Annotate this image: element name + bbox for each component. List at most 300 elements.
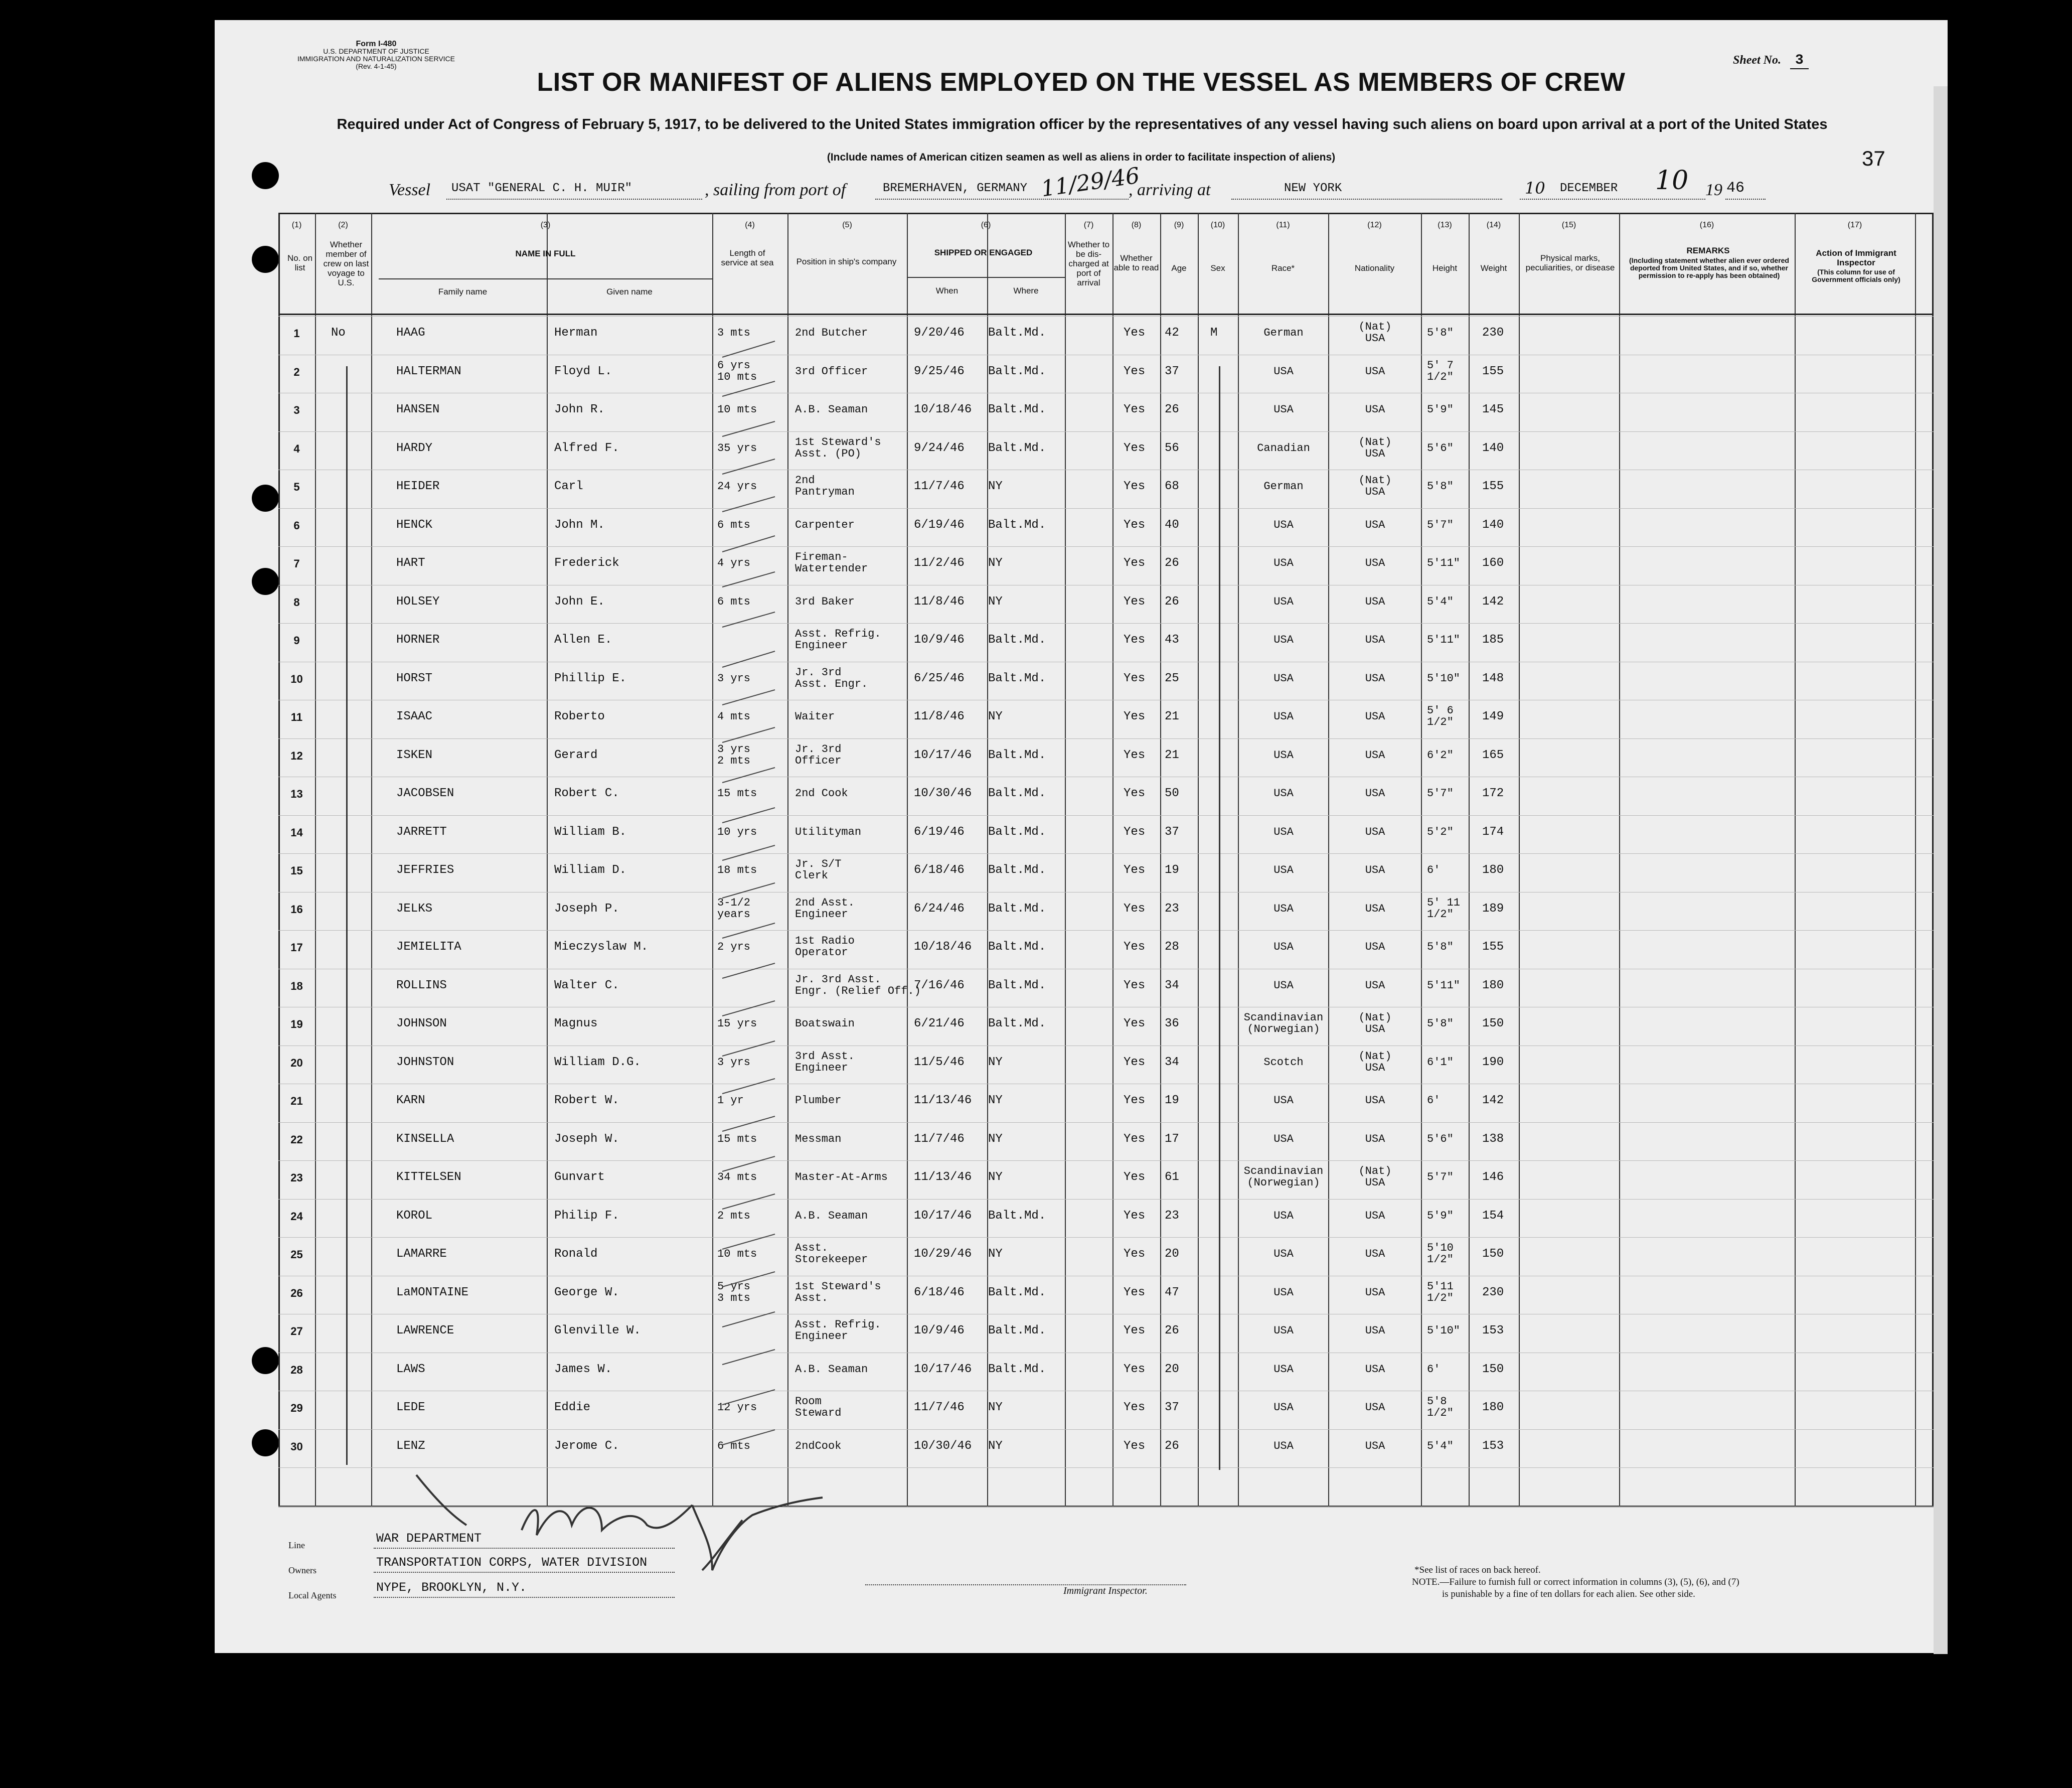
shipped-when-cell: 11/8/46 [914, 710, 965, 723]
age-cell: 37 [1165, 825, 1179, 839]
arrival-day-handwritten: 10 [1655, 166, 1689, 196]
nationality-cell: USA [1365, 1286, 1385, 1299]
race-cell: USA [1273, 710, 1294, 723]
weight-cell: 146 [1482, 1170, 1504, 1184]
shipped-when-cell: 10/17/46 [914, 1362, 972, 1376]
nationality-cell: USA [1365, 941, 1385, 953]
able-to-read-cell: Yes [1124, 671, 1146, 685]
row-number: 26 [290, 1286, 303, 1299]
row-number: 15 [290, 864, 303, 877]
position-cell: Asst. Storekeeper [795, 1242, 868, 1266]
height-cell: 6' [1427, 1363, 1441, 1376]
height-cell: 5'8" [1427, 941, 1454, 953]
arrival-day: 10 [1525, 179, 1545, 198]
position-cell: 2nd Pantryman [795, 474, 855, 498]
race-cell: USA [1273, 979, 1294, 992]
service-length-cell: 1 yr [717, 1094, 744, 1107]
row-rule [278, 1467, 1934, 1468]
shipped-where-cell: Balt.Md. [988, 633, 1046, 647]
col6b-header: Where [1013, 286, 1039, 295]
race-cell: USA [1273, 595, 1294, 608]
race-cell: USA [1273, 1132, 1294, 1145]
able-to-read-cell: Yes [1124, 1362, 1146, 1376]
position-cell: Jr. 3rd Officer [795, 742, 842, 767]
position-cell: Messman [795, 1132, 842, 1145]
service-length-cell: 35 yrs [717, 441, 757, 455]
weight-cell: 189 [1482, 902, 1504, 916]
row-number: 20 [290, 1056, 303, 1069]
race-cell: USA [1273, 941, 1294, 953]
shipped-when-cell: 6/18/46 [914, 863, 965, 877]
family-name-cell: LAWS [396, 1362, 425, 1376]
given-name-cell: Allen E. [554, 633, 612, 647]
nationality-cell: USA [1365, 749, 1385, 762]
age-cell: 26 [1165, 403, 1179, 416]
table-column-divider [1519, 213, 1520, 1507]
table-column-divider [1198, 213, 1199, 1507]
given-name-cell: John R. [554, 403, 605, 416]
nationality-cell: USA [1365, 518, 1385, 531]
given-name-cell: Ronald [554, 1247, 598, 1261]
able-to-read-cell: Yes [1124, 441, 1146, 455]
service-length-cell: 2 mts [717, 1209, 751, 1222]
height-cell: 5' 6 1/2" [1427, 704, 1454, 728]
race-cell: USA [1273, 787, 1294, 800]
line-label: Line [288, 1540, 305, 1550]
nationality-cell: USA [1365, 1132, 1385, 1145]
shipped-where-cell: Balt.Md. [988, 1285, 1046, 1299]
nationality-cell: (Nat) USA [1358, 435, 1392, 460]
height-cell: 5'6" [1427, 441, 1454, 455]
col16-subheader: (Including statement whether alien ever ordered deported from United States, and if so, whether permission to re-apply has been obtained) [1629, 256, 1789, 279]
column-number: (8) [1131, 221, 1142, 229]
height-cell: 5'11" [1427, 979, 1461, 992]
race-cell: German [1263, 327, 1304, 339]
col10-header: Sex [1210, 263, 1225, 273]
row-number: 25 [290, 1248, 303, 1261]
row-rule [278, 1199, 1934, 1200]
service-length-cell: 6 mts [717, 595, 751, 608]
shipped-when-cell: 6/24/46 [914, 902, 965, 916]
weight-cell: 174 [1482, 825, 1504, 839]
able-to-read-cell: Yes [1124, 748, 1146, 762]
position-cell: Carpenter [795, 518, 855, 531]
height-cell: 5'10" [1427, 672, 1461, 685]
height-cell: 5'8 1/2" [1427, 1395, 1454, 1419]
age-cell: 34 [1165, 978, 1179, 992]
age-cell: 23 [1165, 1209, 1179, 1223]
nationality-cell: USA [1365, 979, 1385, 992]
position-cell: A.B. Seaman [795, 1209, 868, 1222]
agents-label: Local Agents [288, 1590, 337, 1600]
weight-cell: 150 [1482, 1362, 1504, 1376]
service-length-cell: 15 mts [717, 1132, 757, 1145]
race-cell: USA [1273, 749, 1294, 762]
sheet-fold-edge [1934, 86, 1948, 1654]
nationality-cell: (Nat) USA [1358, 1011, 1392, 1035]
position-cell: 2nd Butcher [795, 327, 868, 339]
family-name-cell: HORST [396, 671, 433, 685]
family-name-cell: KOROL [396, 1209, 433, 1223]
department-name: U.S. DEPARTMENT OF JUSTICE [323, 47, 429, 55]
position-cell: Fireman- Watertender [795, 551, 868, 575]
able-to-read-cell: Yes [1124, 594, 1146, 609]
shipped-where-cell: Balt.Md. [988, 748, 1046, 762]
age-cell: 21 [1165, 710, 1179, 723]
weight-cell: 150 [1482, 1247, 1504, 1261]
race-cell: Scandinavian (Norwegian) [1243, 1011, 1324, 1035]
shipped-when-cell: 11/5/46 [914, 1055, 965, 1069]
table-column-divider [1421, 213, 1422, 1507]
given-name-cell: Roberto [554, 710, 605, 723]
race-cell: USA [1273, 518, 1294, 531]
row-rule [278, 1506, 1934, 1507]
column-number: (3) [540, 221, 551, 229]
race-cell: USA [1273, 634, 1294, 646]
row-rule [278, 1160, 1934, 1161]
row-rule [278, 508, 1934, 509]
race-cell: USA [1273, 864, 1294, 876]
race-cell: German [1263, 480, 1304, 493]
age-cell: 26 [1165, 556, 1179, 570]
able-to-read-cell: Yes [1124, 1209, 1146, 1223]
weight-cell: 230 [1482, 326, 1504, 340]
race-cell: Scandinavian (Norwegian) [1243, 1165, 1324, 1189]
nationality-cell: USA [1365, 595, 1385, 608]
able-to-read-cell: Yes [1124, 1094, 1146, 1107]
family-name-cell: KINSELLA [396, 1132, 454, 1146]
given-name-cell: Floyd L. [554, 364, 612, 378]
given-name-cell: William D.G. [554, 1055, 641, 1069]
given-name-cell: Robert C. [554, 787, 619, 800]
row-number: 11 [290, 711, 303, 723]
col4-header: Length of service at sea [721, 248, 774, 267]
height-cell: 6' [1427, 1094, 1441, 1107]
height-cell: 5' 11 1/2" [1427, 896, 1461, 921]
table-column-divider [1065, 213, 1066, 1507]
nationality-cell: (Nat) USA [1358, 321, 1392, 345]
family-name-cell: JARRETT [396, 825, 447, 839]
shipped-where-cell: NY [988, 1170, 1003, 1184]
weight-cell: 145 [1482, 403, 1504, 416]
able-to-read-cell: Yes [1124, 1170, 1146, 1184]
footnote-races: *See list of races on back hereof. [1414, 1565, 1541, 1575]
row-rule [278, 853, 1934, 854]
weight-cell: 155 [1482, 940, 1504, 954]
height-cell: 5'8" [1427, 480, 1454, 493]
date-underline [1520, 199, 1705, 200]
position-cell: A.B. Seaman [795, 1363, 868, 1376]
age-cell: 40 [1165, 518, 1179, 532]
position-cell: Jr. 3rd Asst. Engr. [795, 666, 868, 690]
col7-header: Whether to be dis-charged at port of arrival [1067, 240, 1110, 287]
arrival-port: NEW YORK [1284, 182, 1342, 195]
col2-header: Whether member of crew on last voyage to U.S. [323, 240, 369, 287]
shipped-where-cell: Balt.Md. [988, 671, 1046, 685]
punch-hole [252, 1429, 279, 1456]
service-name: IMMIGRATION AND NATURALIZATION SERVICE [297, 55, 455, 63]
shipped-where-cell: NY [988, 1132, 1003, 1146]
position-cell: 2ndCook [795, 1439, 842, 1452]
punch-hole [252, 162, 279, 189]
row-number: 24 [290, 1210, 303, 1223]
shipped-when-cell: 10/30/46 [914, 1439, 972, 1453]
service-length-cell: 6 mts [717, 1439, 751, 1452]
height-cell: 5'9" [1427, 1209, 1454, 1222]
position-cell: 3rd Officer [795, 365, 868, 378]
row-rule [278, 623, 1934, 624]
family-name-cell: ROLLINS [396, 978, 447, 992]
shipped-where-cell: NY [988, 1055, 1003, 1069]
family-name-cell: LaMONTAINE [396, 1285, 469, 1299]
family-name-cell: HANSEN [396, 403, 440, 416]
col13-header: Height [1432, 263, 1458, 273]
position-cell: Boatswain [795, 1017, 855, 1030]
shipped-when-cell: 10/29/46 [914, 1247, 972, 1261]
punch-hole [252, 485, 279, 512]
row-number: 6 [293, 519, 300, 532]
given-name-cell: Robert W. [554, 1094, 619, 1107]
shipped-when-cell: 10/9/46 [914, 633, 965, 647]
age-cell: 26 [1165, 594, 1179, 609]
able-to-read-cell: Yes [1124, 1285, 1146, 1299]
footnote-fine: is punishable by a fine of ten dollars for each alien. See other side. [1442, 1589, 1695, 1599]
height-cell: 5'4" [1427, 1439, 1454, 1452]
given-name-cell: William B. [554, 825, 627, 839]
age-cell: 37 [1165, 364, 1179, 378]
form-info-block [281, 40, 471, 70]
nationality-cell: (Nat) USA [1358, 1050, 1392, 1074]
row-rule [278, 1122, 1934, 1123]
able-to-read-cell: Yes [1124, 633, 1146, 647]
shipped-where-cell: Balt.Md. [988, 1209, 1046, 1223]
weight-cell: 180 [1482, 863, 1504, 877]
able-to-read-cell: Yes [1124, 902, 1146, 916]
race-cell: USA [1273, 1401, 1294, 1414]
nationality-cell: USA [1365, 672, 1385, 685]
able-to-read-cell: Yes [1124, 863, 1146, 877]
family-name-cell: LENZ [396, 1439, 425, 1453]
age-cell: 20 [1165, 1362, 1179, 1376]
col3-header: NAME IN FULL [515, 249, 576, 258]
vessel-underline [446, 199, 702, 200]
weight-cell: 172 [1482, 787, 1504, 800]
able-to-read-cell: Yes [1124, 825, 1146, 839]
col10-ditto-line [1219, 366, 1220, 1470]
shipped-when-cell: 10/17/46 [914, 748, 972, 762]
col17-header: Action of Immigrant Inspector [1816, 248, 1896, 267]
weight-cell: 138 [1482, 1132, 1504, 1146]
position-cell: 2nd Cook [795, 787, 848, 800]
shipped-where-cell: NY [988, 594, 1003, 609]
sail-date-handwritten: 11/29/46 [1039, 163, 1142, 202]
last-voyage-cell: No [331, 326, 346, 340]
family-name-cell: JEFFRIES [396, 863, 454, 877]
family-name-cell: JACOBSEN [396, 787, 454, 800]
owners-label: Owners [288, 1565, 316, 1575]
weight-cell: 230 [1482, 1285, 1504, 1299]
column-number: (13) [1438, 221, 1452, 229]
age-cell: 17 [1165, 1132, 1179, 1146]
crew-table [278, 213, 1934, 1507]
race-cell: USA [1273, 1439, 1294, 1452]
family-name-cell: LEDE [396, 1401, 425, 1414]
race-cell: USA [1273, 1209, 1294, 1222]
agents-value: NYPE, BROOKLYN, N.Y. [376, 1580, 527, 1595]
family-name-cell: HARDY [396, 441, 433, 455]
age-cell: 25 [1165, 671, 1179, 685]
service-length-cell: 15 yrs [717, 1017, 757, 1030]
row-number: 7 [293, 557, 300, 570]
arrival-month: DECEMBER [1560, 182, 1618, 195]
given-name-cell: Joseph P. [554, 902, 619, 916]
able-to-read-cell: Yes [1124, 1439, 1146, 1453]
position-cell: Room Steward [795, 1395, 842, 1419]
position-cell: 2nd Asst. Engineer [795, 896, 855, 921]
shipped-when-cell: 6/19/46 [914, 518, 965, 532]
nationality-cell: USA [1365, 1324, 1385, 1337]
service-length-cell: 15 mts [717, 787, 757, 800]
row-number: 19 [290, 1018, 303, 1030]
arriving-label: , arriving at [1129, 181, 1211, 199]
shipped-where-cell: NY [988, 556, 1003, 570]
race-cell: USA [1273, 557, 1294, 569]
weight-cell: 153 [1482, 1324, 1504, 1337]
table-column-divider [1915, 213, 1916, 1507]
height-cell: 5'9" [1427, 403, 1454, 416]
family-name-cell: ISAAC [396, 710, 433, 723]
family-name-cell: ISKEN [396, 748, 433, 762]
height-cell: 5'10" [1427, 1324, 1461, 1337]
row-rule [278, 815, 1934, 816]
age-cell: 61 [1165, 1170, 1179, 1184]
age-cell: 42 [1165, 326, 1179, 340]
nationality-cell: USA [1365, 1401, 1385, 1414]
row-number: 23 [290, 1171, 303, 1184]
row-number: 13 [290, 788, 303, 800]
service-length-cell: 18 mts [717, 864, 757, 876]
position-cell: 1st Radio Operator [795, 935, 855, 959]
shipped-when-cell: 11/13/46 [914, 1170, 972, 1184]
shipped-when-cell: 9/24/46 [914, 441, 965, 455]
age-cell: 50 [1165, 787, 1179, 800]
row-number: 18 [290, 979, 303, 992]
able-to-read-cell: Yes [1124, 326, 1146, 340]
able-to-read-cell: Yes [1124, 364, 1146, 378]
shipped-when-cell: 11/13/46 [914, 1094, 972, 1107]
age-cell: 19 [1165, 863, 1179, 877]
row-rule [278, 1429, 1934, 1430]
header-subdivider [907, 277, 1065, 278]
shipped-where-cell: Balt.Md. [988, 403, 1046, 416]
sheet-number [1733, 53, 1809, 68]
service-length-cell: 24 yrs [717, 480, 757, 493]
nationality-cell: USA [1365, 1209, 1385, 1222]
table-column-divider [1112, 213, 1113, 1507]
row-number: 22 [290, 1133, 303, 1146]
table-column-divider [907, 213, 908, 1507]
given-name-cell: John M. [554, 518, 605, 532]
departure-port: BREMERHAVEN, GERMANY [883, 182, 1028, 195]
weight-cell: 155 [1482, 480, 1504, 493]
table-column-divider [1160, 213, 1161, 1507]
given-name-cell: Phillip E. [554, 671, 627, 685]
weight-cell: 140 [1482, 518, 1504, 532]
shipped-where-cell: Balt.Md. [988, 940, 1046, 954]
family-name-cell: HART [396, 556, 425, 570]
given-name-cell: Eddie [554, 1401, 591, 1414]
row-number: 16 [290, 903, 303, 916]
shipped-where-cell: NY [988, 1439, 1003, 1453]
given-name-cell: Herman [554, 326, 598, 340]
weight-cell: 148 [1482, 671, 1504, 685]
age-cell: 37 [1165, 1401, 1179, 1414]
family-name-cell: KARN [396, 1094, 425, 1107]
column-number: (11) [1276, 221, 1290, 229]
punch-hole [252, 568, 279, 595]
row-rule [278, 431, 1934, 432]
able-to-read-cell: Yes [1124, 787, 1146, 800]
service-length-cell: 12 yrs [717, 1401, 757, 1414]
nationality-cell: USA [1365, 403, 1385, 416]
able-to-read-cell: Yes [1124, 480, 1146, 493]
shipped-when-cell: 11/7/46 [914, 480, 965, 493]
position-cell: 1st Steward's Asst. [795, 1280, 881, 1304]
shipped-when-cell: 10/18/46 [914, 940, 972, 954]
table-column-divider [1619, 213, 1620, 1507]
inspector-label: Immigrant Inspector. [1063, 1585, 1148, 1596]
row-rule [278, 738, 1934, 739]
nationality-cell: USA [1365, 787, 1385, 800]
position-cell: Master-At-Arms [795, 1171, 888, 1183]
height-cell: 5'10 1/2" [1427, 1242, 1454, 1266]
family-name-cell: JEMIELITA [396, 940, 461, 954]
table-column-divider [1469, 213, 1470, 1507]
row-number: 8 [293, 595, 300, 609]
position-cell: 1st Steward's Asst. (PO) [795, 435, 881, 460]
shipped-when-cell: 11/8/46 [914, 594, 965, 609]
shipped-where-cell: Balt.Md. [988, 1017, 1046, 1030]
line-underline [374, 1548, 675, 1549]
document-subtitle: Required under Act of Congress of February 5, 1917, to be delivered to the United States immigration officer by the representatives of any vessel having such aliens on board upon arrival at a port of the United States [337, 116, 1828, 132]
shipped-when-cell: 6/19/46 [914, 825, 965, 839]
shipped-where-cell: Balt.Md. [988, 787, 1046, 800]
sheet-number-label: Sheet No. [1733, 54, 1781, 67]
sheet-number-value: 3 [1790, 53, 1809, 69]
family-name-cell: HORNER [396, 633, 440, 647]
row-rule [278, 930, 1934, 931]
height-cell: 6'2" [1427, 749, 1454, 762]
able-to-read-cell: Yes [1124, 403, 1146, 416]
family-name-cell: JELKS [396, 902, 433, 916]
row-number: 12 [290, 749, 303, 762]
age-cell: 43 [1165, 633, 1179, 647]
shipped-where-cell: Balt.Md. [988, 863, 1046, 877]
shipped-when-cell: 10/18/46 [914, 403, 972, 416]
col2-ditto-line [346, 366, 348, 1465]
family-name-cell: KITTELSEN [396, 1170, 461, 1184]
family-name-cell: HENCK [396, 518, 433, 532]
table-column-divider [315, 213, 316, 1507]
shipped-where-cell: Balt.Md. [988, 978, 1046, 992]
age-cell: 47 [1165, 1285, 1179, 1299]
form-revision: (Rev. 4-1-45) [356, 62, 397, 70]
service-length-cell: 6 mts [717, 518, 751, 531]
col17-subheader: (This column for use of Government officials only) [1812, 268, 1900, 283]
shipped-when-cell: 11/2/46 [914, 556, 965, 570]
service-length-cell: 4 mts [717, 710, 751, 723]
column-number: (10) [1210, 221, 1225, 229]
